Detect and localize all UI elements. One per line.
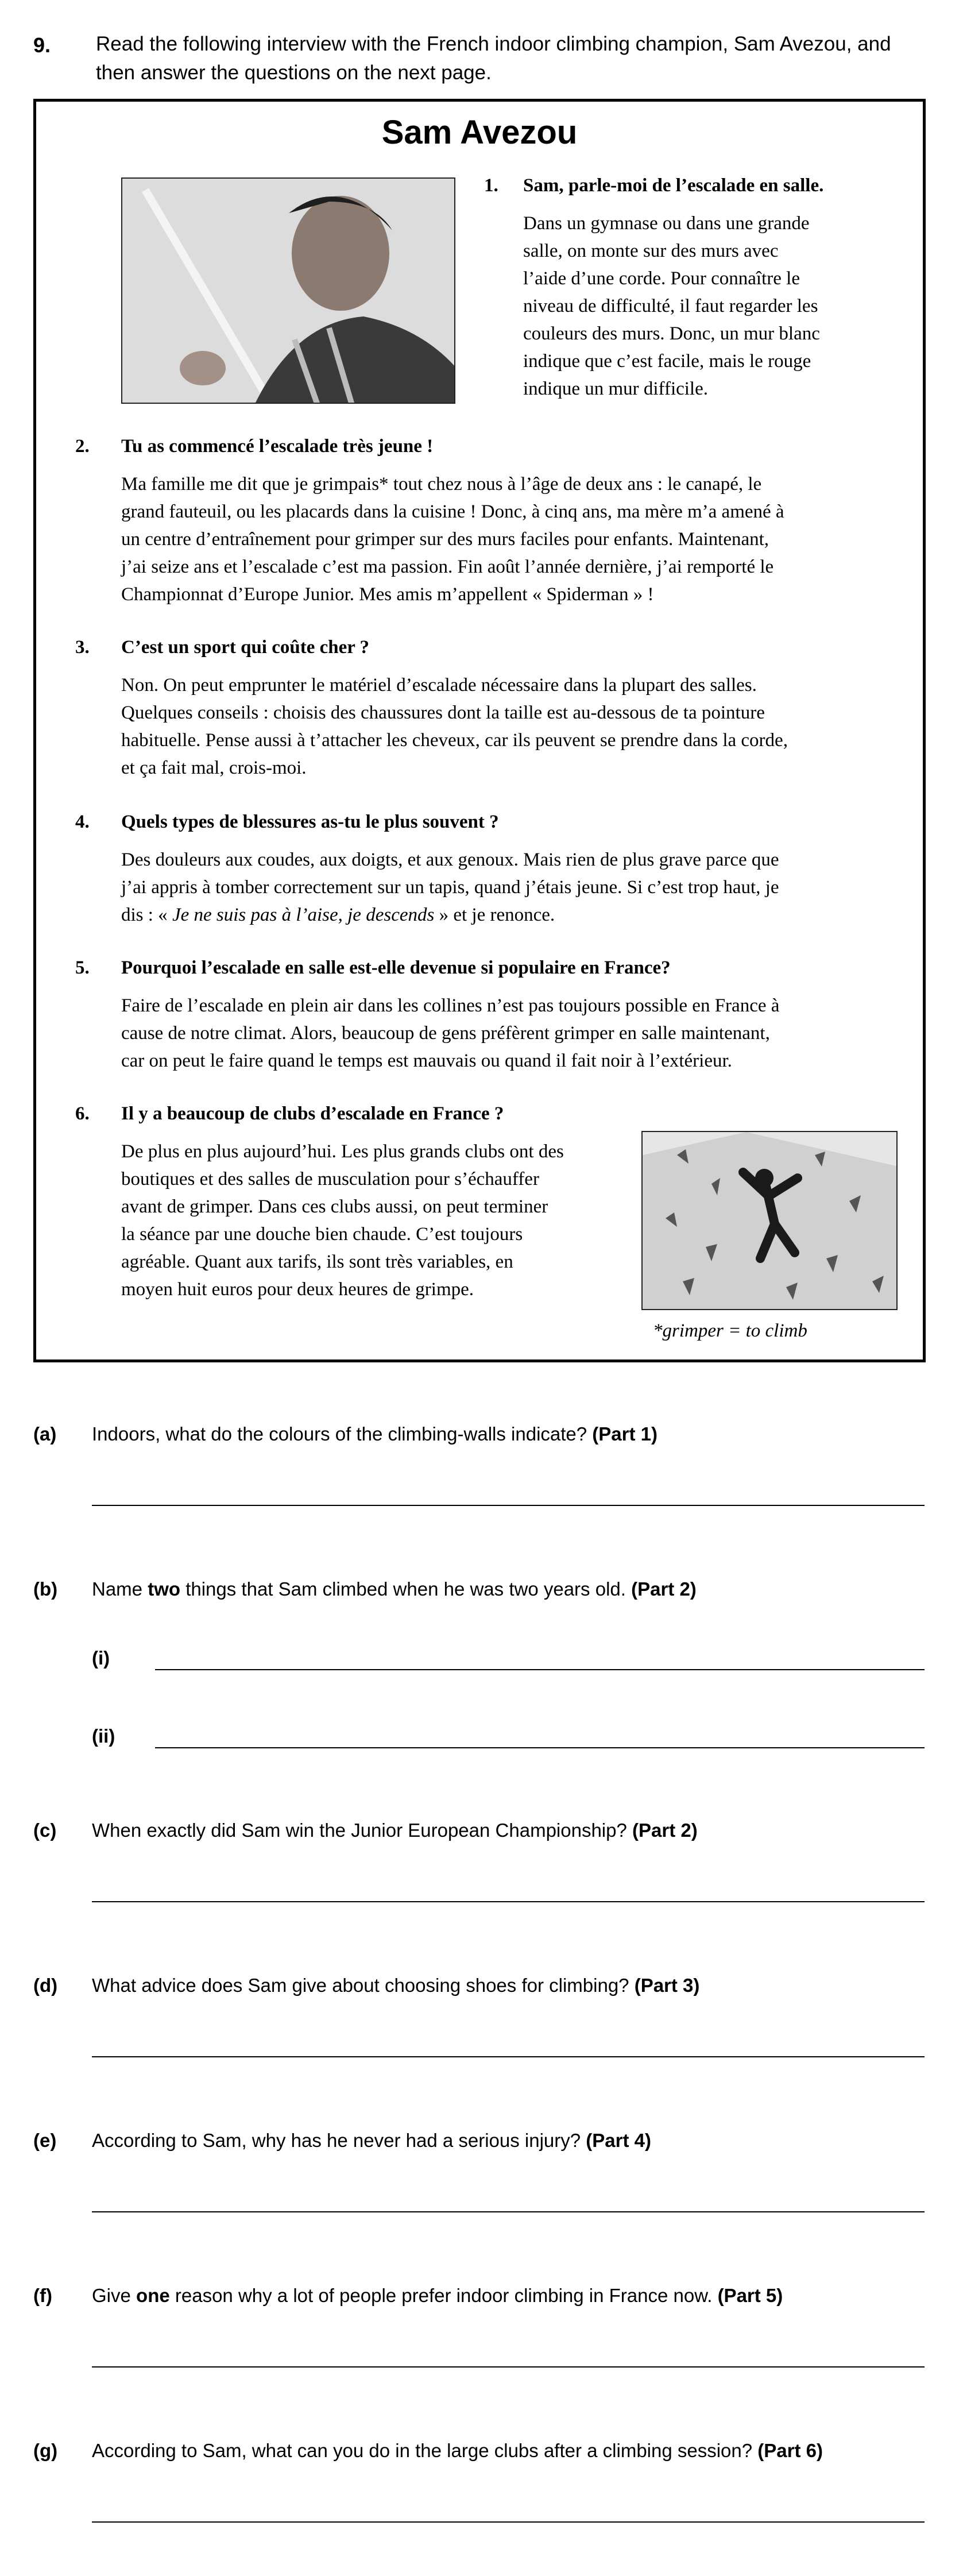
answer-line-field[interactable] xyxy=(155,1747,925,1748)
part-reference: (Part 3) xyxy=(634,1975,700,1996)
question-label: (g) xyxy=(33,2440,58,2461)
answer-line-field[interactable] xyxy=(92,2521,925,2523)
climber-portrait-photo xyxy=(121,177,455,404)
question-text: According to Sam, why has he never had a serious injury? (Part 4) xyxy=(92,2130,651,2151)
section-6-number: 6. xyxy=(75,1103,90,1124)
question-text: Name two things that Sam climbed when he was two years old. (Part 2) xyxy=(92,1578,697,1600)
answer-line-field[interactable] xyxy=(92,2056,925,2057)
answer-line: dis : « Je ne suis pas à l’aise, je descends » et je renonce. xyxy=(121,905,555,925)
answer-line: Ma famille me dit que je grimpais* tout chez nous à l’âge de deux ans : le canapé, le xyxy=(121,474,762,495)
question-text: Give one reason why a lot of people prefer indoor climbing in France now. (Part 5) xyxy=(92,2285,783,2306)
section-6-question: Il y a beaucoup de clubs d’escalade en France ? xyxy=(121,1103,504,1124)
answer-line: couleurs des murs. Donc, un mur blanc xyxy=(523,323,820,344)
answer-line-field[interactable] xyxy=(155,1669,925,1670)
question-label: (f) xyxy=(33,2285,52,2306)
answer-line: Faire de l’escalade en plein air dans les collines n’est pas toujours possible en France à xyxy=(121,995,780,1016)
question-label: (e) xyxy=(33,2130,57,2151)
answer-line: et ça fait mal, crois-moi. xyxy=(121,758,307,778)
section-4-number: 4. xyxy=(75,812,90,832)
answer-line: Quelques conseils : choisis des chaussures dont la taille est au-dessous de ta pointure xyxy=(121,702,765,723)
subquestion-label: (ii) xyxy=(92,1725,115,1747)
section-3-number: 3. xyxy=(75,637,90,658)
intro-text: Read the following interview with the French indoor climbing champion, Sam Avezou, and then answer the questions on the next page. xyxy=(96,33,891,84)
section-6-answer xyxy=(121,1138,564,1303)
question-label: (a) xyxy=(33,1423,57,1445)
section-2-answer xyxy=(121,470,784,608)
article-title: Sam Avezou xyxy=(381,114,578,151)
answer-line: salle, on monte sur des murs avec xyxy=(523,241,779,261)
answer-line: un centre d’entraînement pour grimper sur des murs faciles pour enfants. Maintenant, xyxy=(121,529,769,550)
part-reference: (Part 4) xyxy=(586,2130,651,2151)
part-reference: (Part 1) xyxy=(592,1423,658,1445)
section-2-question: Tu as commencé l’escalade très jeune ! xyxy=(121,436,434,457)
section-1-number: 1. xyxy=(484,175,498,196)
question-label: (c) xyxy=(33,1820,57,1841)
answer-line: Championnat d’Europe Junior. Mes amis m’appellent « Spiderman » ! xyxy=(121,584,654,605)
answer-line: la séance par une douche bien chaude. C’est toujours xyxy=(121,1224,523,1245)
section-5-number: 5. xyxy=(75,957,90,978)
answer-line: Non. On peut emprunter le matériel d’escalade nécessaire dans la plupart des salles. xyxy=(121,675,757,696)
section-1-question: Sam, parle-moi de l’escalade en salle. xyxy=(523,175,824,196)
article-box xyxy=(33,99,926,1362)
section-3-answer xyxy=(121,671,788,782)
question-text: When exactly did Sam win the Junior European Championship? (Part 2) xyxy=(92,1820,698,1841)
subquestion-label: (i) xyxy=(92,1647,110,1669)
climbing-wall-photo xyxy=(641,1131,898,1310)
part-reference: (Part 6) xyxy=(757,2440,823,2461)
section-3-question: C’est un sport qui coûte cher ? xyxy=(121,637,370,658)
section-2-number: 2. xyxy=(75,436,90,457)
part-reference: (Part 2) xyxy=(632,1820,698,1841)
answer-line: grand fauteuil, ou les placards dans la cuisine ! Donc, à cinq ans, ma mère m’a amené à xyxy=(121,501,784,522)
answer-line: cause de notre climat. Alors, beaucoup de gens préfèrent grimper en salle maintenant, xyxy=(121,1023,770,1044)
question-text: Indoors, what do the colours of the climbing-walls indicate? (Part 1) xyxy=(92,1423,658,1445)
answer-line: agréable. Quant aux tarifs, ils sont très variables, en xyxy=(121,1252,513,1272)
answer-line-field[interactable] xyxy=(92,1505,925,1506)
question-label: (b) xyxy=(33,1578,58,1600)
answer-line: indique un mur difficile. xyxy=(523,379,708,399)
part-reference: (Part 5) xyxy=(717,2285,783,2306)
part-reference: (Part 2) xyxy=(631,1578,697,1600)
answer-line: Des douleurs aux coudes, aux doigts, et aux genoux. Mais rien de plus grave parce que xyxy=(121,849,779,870)
answer-line: De plus en plus aujourd’hui. Les plus grands clubs ont des xyxy=(121,1141,564,1162)
answer-line: moyen huit euros pour deux heures de grimpe. xyxy=(121,1279,474,1300)
answer-line: j’ai appris à tomber correctement sur un tapis, quand j’étais jeune. Si c’est trop haut, je xyxy=(121,877,779,898)
question-text: What advice does Sam give about choosing shoes for climbing? (Part 3) xyxy=(92,1975,700,1996)
answer-line: Dans un gymnase ou dans une grande xyxy=(523,213,810,234)
section-4-answer xyxy=(121,846,779,929)
answer-line: boutiques et des salles de musculation pour s’échauffer xyxy=(121,1169,539,1189)
section-5-question: Pourquoi l’escalade en salle est-elle devenue si populaire en France? xyxy=(121,957,671,978)
answer-line: niveau de difficulté, il faut regarder les xyxy=(523,296,818,316)
answer-line: l’aide d’une corde. Pour connaître le xyxy=(523,268,800,289)
section-1-answer xyxy=(523,210,820,403)
section-5-answer xyxy=(121,992,779,1075)
question-number: 9. xyxy=(33,33,51,57)
answer-line: habituelle. Pense aussi à t’attacher les cheveux, car ils peuvent se prendre dans la corde, xyxy=(121,730,788,751)
section-4-question: Quels types de blessures as-tu le plus souvent ? xyxy=(121,812,499,832)
answer-line: indique que c’est facile, mais le rouge xyxy=(523,351,811,372)
footnote: *grimper = to climb xyxy=(653,1320,807,1341)
answer-line-field[interactable] xyxy=(92,2366,925,2368)
question-label: (d) xyxy=(33,1975,58,1996)
answer-line: car on peut le faire quand le temps est mauvais ou quand il fait noir à l’extérieur. xyxy=(121,1051,732,1071)
answer-line-field[interactable] xyxy=(92,2211,925,2212)
answer-line: j’ai seize ans et l’escalade c’est ma passion. Fin août l’année dernière, j’ai remporté le xyxy=(121,557,774,577)
quoted-italic-text: Je ne suis pas à l’aise, je descends xyxy=(172,905,435,925)
question-text: According to Sam, what can you do in the large clubs after a climbing session? (Part 6) xyxy=(92,2440,823,2461)
answer-line: avant de grimper. Dans ces clubs aussi, on peut terminer xyxy=(121,1196,548,1217)
answer-line-field[interactable] xyxy=(92,1901,925,1902)
